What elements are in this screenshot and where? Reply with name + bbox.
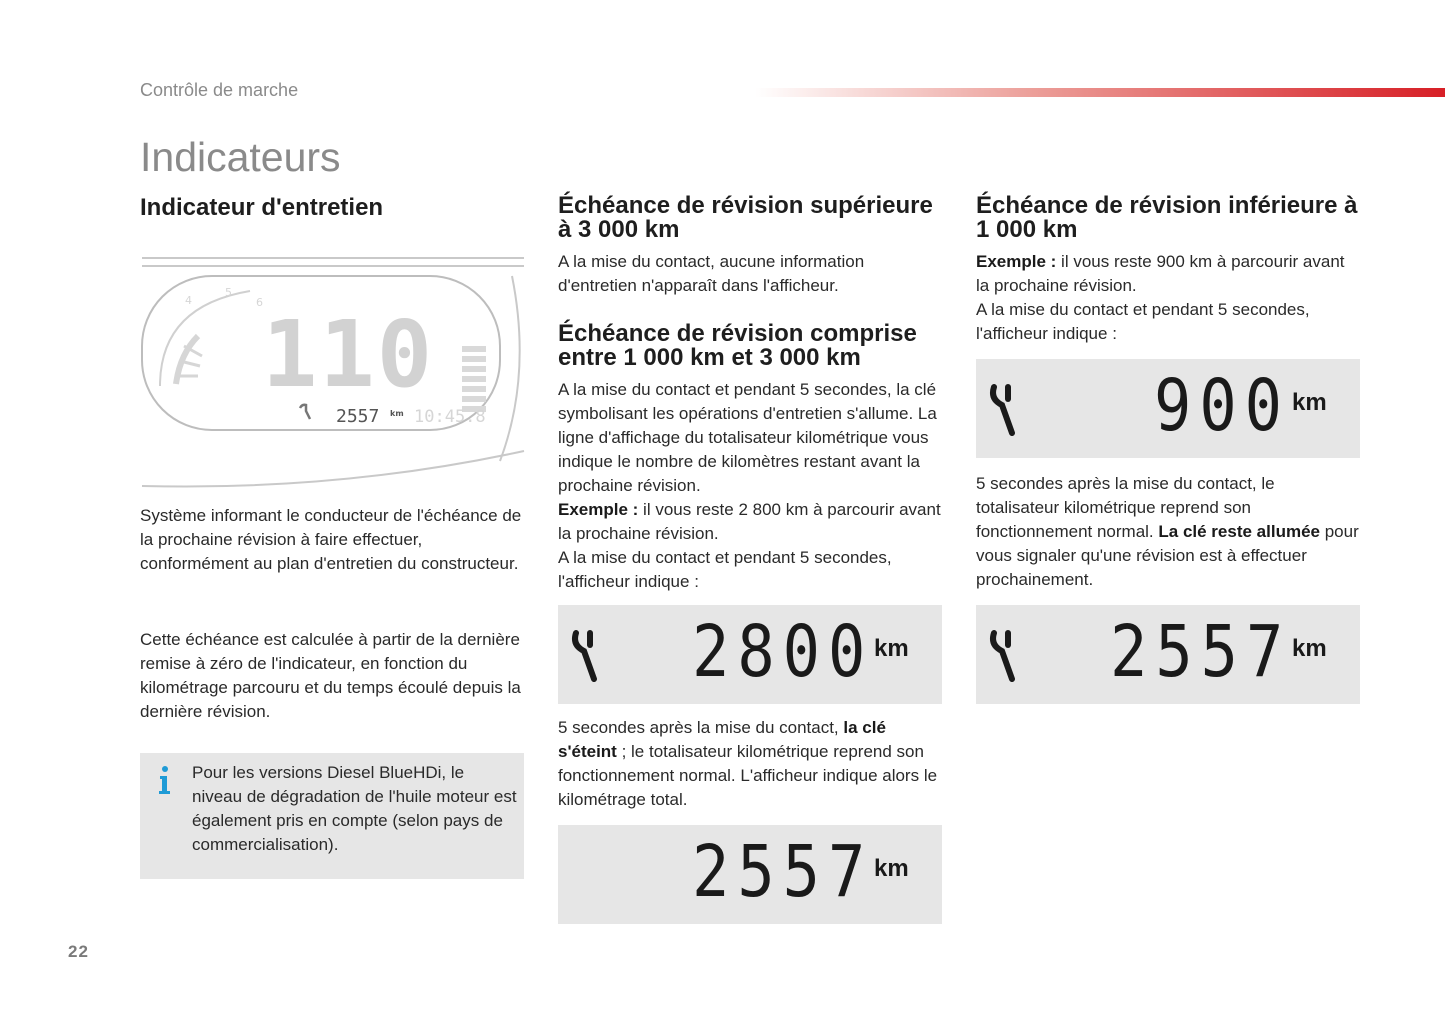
col3-p2-c: pour vous signaler qu'une révision est à effectuer prochainement. [976, 522, 1359, 589]
col2-paragraph-2 [558, 378, 942, 594]
lcd-value: 2800 [692, 609, 874, 694]
col3-example-label: Exemple : [976, 252, 1057, 271]
col2-paragraph-1: A la mise du contact, aucune information d'entretien n'apparaît dans l'afficheur. [558, 252, 865, 295]
col2-paragraph-4 [558, 716, 942, 812]
col3-p2-b: La clé reste allumée [1158, 522, 1320, 541]
lcd-unit: km [874, 635, 909, 662]
lcd-display-2557 [558, 825, 942, 924]
col3-p2-a: 5 secondes après la mise du contact, le totalisateur kilométrique reprend son fonctionnement normal. [976, 474, 1275, 541]
lcd-value: 2557 [1110, 609, 1292, 694]
wrench-icon [988, 381, 1018, 437]
lcd-unit: km [1292, 635, 1327, 662]
col2-p4-a: 5 secondes après la mise du contact, [558, 718, 844, 737]
wrench-icon [570, 627, 600, 683]
page-number: 22 [68, 942, 89, 961]
cluster-outline [142, 258, 524, 266]
svg-text:6: 6 [256, 296, 263, 309]
lcd-display-2800 [558, 605, 942, 704]
col3-example-text: il vous reste 900 km à parcourir avant la prochaine révision. [976, 252, 1345, 295]
lcd-unit: km [1292, 389, 1327, 416]
col3-title: Échéance de révision inférieure à 1 000 km [976, 192, 1358, 243]
cluster-clock: 10:45.8 [414, 407, 486, 427]
col2-title-1: Échéance de révision supérieure à 3 000 km [558, 192, 933, 243]
lcd-display-2557-wrench [976, 605, 1360, 704]
col1-paragraph-1: Système informant le conducteur de l'échéance de la prochaine révision à faire effectuer, conformément au plan d'entretien du constructeur. [140, 506, 522, 573]
col2-p4-c: ; le totalisateur kilométrique reprend son fonctionnement normal. L'afficheur indique alors le kilométrage total. [558, 742, 938, 809]
cluster-odometer: 2557 [336, 406, 380, 427]
wrench-icon [988, 627, 1018, 683]
lcd-value: 2557 [692, 829, 874, 914]
col2-paragraph-2-text: A la mise du contact et pendant 5 secondes, la clé symbolisant les opérations d'entretien s'allume. La ligne d'affichage du totalisateur kilométrique vous indique le nombre de kilomètres restant avant la prochaine révision. [558, 380, 937, 495]
col3-paragraph-2 [976, 472, 1360, 592]
col1-paragraph-2: Cette échéance est calculée à partir de la dernière remise à zéro de l'indicateur, en fonction du kilométrage parcouru et du temps écoulé depuis la dernière révision. [140, 630, 521, 721]
cluster-odometer-unit: km [390, 409, 404, 418]
col2-example-label: Exemple : [558, 500, 639, 519]
col2-example-text: il vous reste 2 800 km à parcourir avant la prochaine révision. [558, 500, 941, 543]
col3-paragraph-1 [976, 250, 1360, 346]
lcd-unit: km [874, 855, 909, 882]
col2-paragraph-3-text: A la mise du contact et pendant 5 secondes, l'afficheur indique : [558, 548, 892, 591]
info-note-text: Pour les versions Diesel BlueHDi, le niveau de dégradation de l'huile moteur est également pris en compte (selon pays de commercialisation). [192, 763, 517, 854]
lcd-display-900 [976, 359, 1360, 458]
header-accent-bar [755, 88, 1445, 97]
col2-title-2: Échéance de révision comprise entre 1 000 km et 3 000 km [558, 320, 917, 371]
info-note-box [140, 753, 524, 879]
col2-p4-b: la clé s'éteint [558, 718, 886, 761]
instrument-cluster-illustration [140, 236, 526, 494]
svg-text:5: 5 [225, 286, 232, 299]
cluster-speed: 110 [262, 301, 435, 408]
col1-title: Indicateur d'entretien [140, 194, 384, 221]
svg-text:4: 4 [185, 294, 192, 307]
info-icon [157, 765, 171, 795]
col3-paragraph-1b-text: A la mise du contact et pendant 5 secondes, l'afficheur indique : [976, 300, 1310, 343]
lcd-value: 900 [1154, 363, 1290, 448]
section-label: Contrôle de marche [140, 80, 299, 100]
page-title: Indicateurs [140, 134, 341, 180]
